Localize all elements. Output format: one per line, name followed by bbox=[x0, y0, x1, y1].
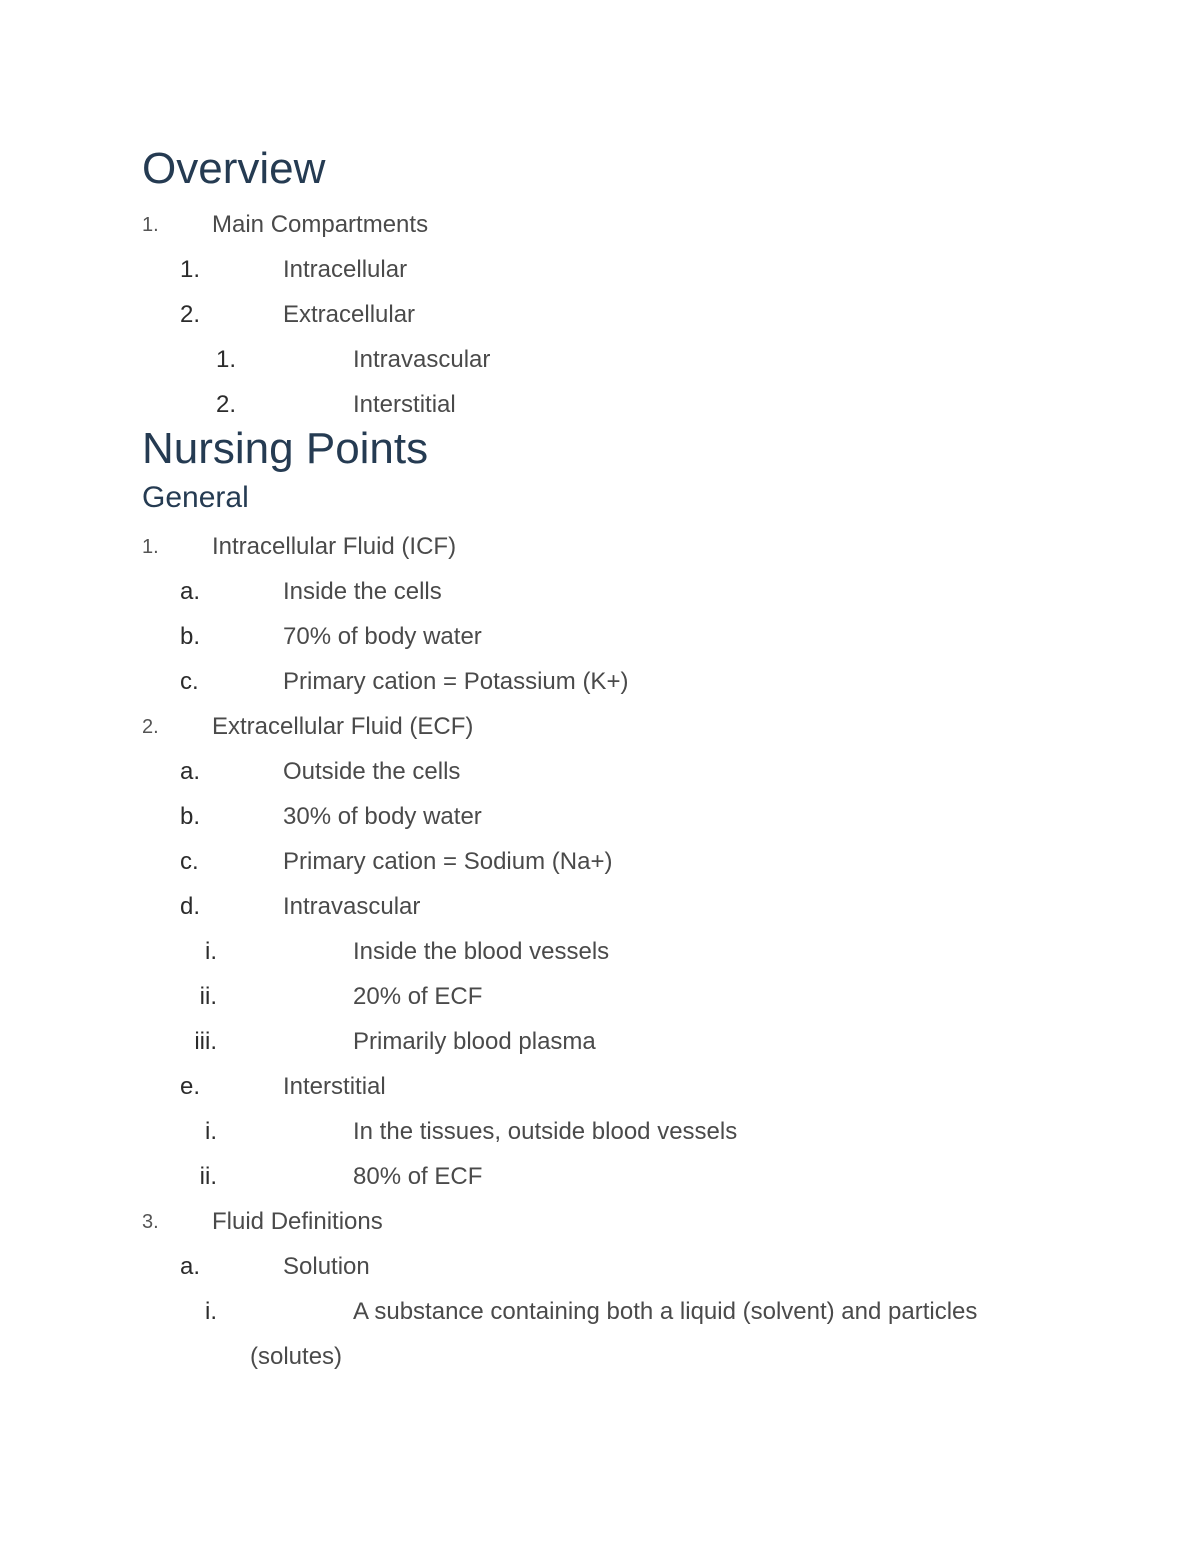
list-item-text: Main Compartments bbox=[212, 211, 429, 238]
list-marker: a. bbox=[180, 1253, 201, 1280]
list-item-text: 20% of ECF bbox=[353, 983, 483, 1010]
list-item bbox=[0, 1025, 1200, 1059]
list-item-text: In the tissues, outside blood vessels bbox=[353, 1118, 738, 1145]
list-marker: a. bbox=[180, 758, 201, 785]
list-marker: 3. bbox=[142, 1211, 159, 1233]
list-item-text: Inside the blood vessels bbox=[353, 938, 610, 965]
list-item-text: Inside the cells bbox=[283, 578, 442, 605]
list-item bbox=[0, 575, 1200, 609]
list-marker: c. bbox=[180, 848, 199, 875]
list-item bbox=[0, 620, 1200, 654]
list-item bbox=[0, 1250, 1200, 1284]
list-item-text: 30% of body water bbox=[283, 803, 482, 830]
list-item-text: Primary cation = Sodium (Na+) bbox=[283, 848, 613, 875]
list-item bbox=[0, 980, 1200, 1014]
list-item bbox=[0, 388, 1200, 422]
list-marker: d. bbox=[180, 893, 201, 920]
list-item bbox=[0, 1115, 1200, 1149]
list-item bbox=[0, 665, 1200, 699]
list-item bbox=[0, 800, 1200, 834]
list-marker: i. bbox=[205, 1298, 217, 1325]
list-marker: 1. bbox=[142, 214, 159, 236]
list-item-text: Primary cation = Potassium (K+) bbox=[283, 668, 629, 695]
list-item bbox=[0, 343, 1200, 377]
list-item-text: A substance containing both a liquid (solvent) and particles bbox=[353, 1298, 978, 1325]
list-item-text: Solution bbox=[283, 1253, 370, 1280]
list-marker: ii. bbox=[199, 1163, 217, 1190]
list-marker: i. bbox=[205, 1118, 217, 1145]
section-heading-nursing-points: Nursing Points bbox=[142, 424, 429, 473]
list-item bbox=[0, 298, 1200, 332]
list-item bbox=[0, 1295, 1200, 1329]
list-item-text: Intracellular bbox=[283, 256, 408, 283]
list-item-text: Intracellular Fluid (ICF) bbox=[212, 533, 457, 560]
list-item-text: Intravascular bbox=[283, 893, 421, 920]
list-item bbox=[0, 208, 1200, 242]
list-marker: 2. bbox=[216, 391, 237, 418]
list-item-text: Extracellular bbox=[283, 301, 416, 328]
subsection-heading-general: General bbox=[142, 481, 249, 514]
list-item bbox=[0, 530, 1200, 564]
list-marker: e. bbox=[180, 1073, 201, 1100]
list-item bbox=[0, 845, 1200, 879]
list-marker: i. bbox=[205, 938, 217, 965]
list-marker: a. bbox=[180, 578, 201, 605]
list-item bbox=[0, 935, 1200, 969]
list-item bbox=[0, 890, 1200, 924]
list-item-text: Intravascular bbox=[353, 346, 491, 373]
list-marker: 2. bbox=[142, 716, 159, 738]
list-marker: 2. bbox=[180, 301, 201, 328]
list-item bbox=[0, 755, 1200, 789]
list-item-text: Outside the cells bbox=[283, 758, 461, 785]
list-item-text: 70% of body water bbox=[283, 623, 482, 650]
list-marker: 1. bbox=[216, 346, 237, 373]
list-marker: b. bbox=[180, 803, 201, 830]
list-item bbox=[0, 253, 1200, 287]
list-item-text: Fluid Definitions bbox=[212, 1208, 383, 1235]
section-heading-overview: Overview bbox=[142, 144, 326, 193]
list-item-text: Interstitial bbox=[283, 1073, 386, 1100]
list-marker: ii. bbox=[199, 983, 217, 1010]
list-marker: c. bbox=[180, 668, 199, 695]
list-item bbox=[0, 1070, 1200, 1104]
list-item-text: 80% of ECF bbox=[353, 1163, 483, 1190]
list-item-text: Extracellular Fluid (ECF) bbox=[212, 713, 474, 740]
list-item-text: Interstitial bbox=[353, 391, 456, 418]
list-item bbox=[0, 1205, 1200, 1239]
list-marker: 1. bbox=[142, 536, 159, 558]
list-marker: 1. bbox=[180, 256, 201, 283]
list-marker: iii. bbox=[194, 1028, 217, 1055]
list-item-continuation: (solutes) bbox=[250, 1343, 343, 1370]
list-marker: b. bbox=[180, 623, 201, 650]
list-item-text: Primarily blood plasma bbox=[353, 1028, 596, 1055]
list-item bbox=[0, 1160, 1200, 1194]
list-item bbox=[0, 710, 1200, 744]
